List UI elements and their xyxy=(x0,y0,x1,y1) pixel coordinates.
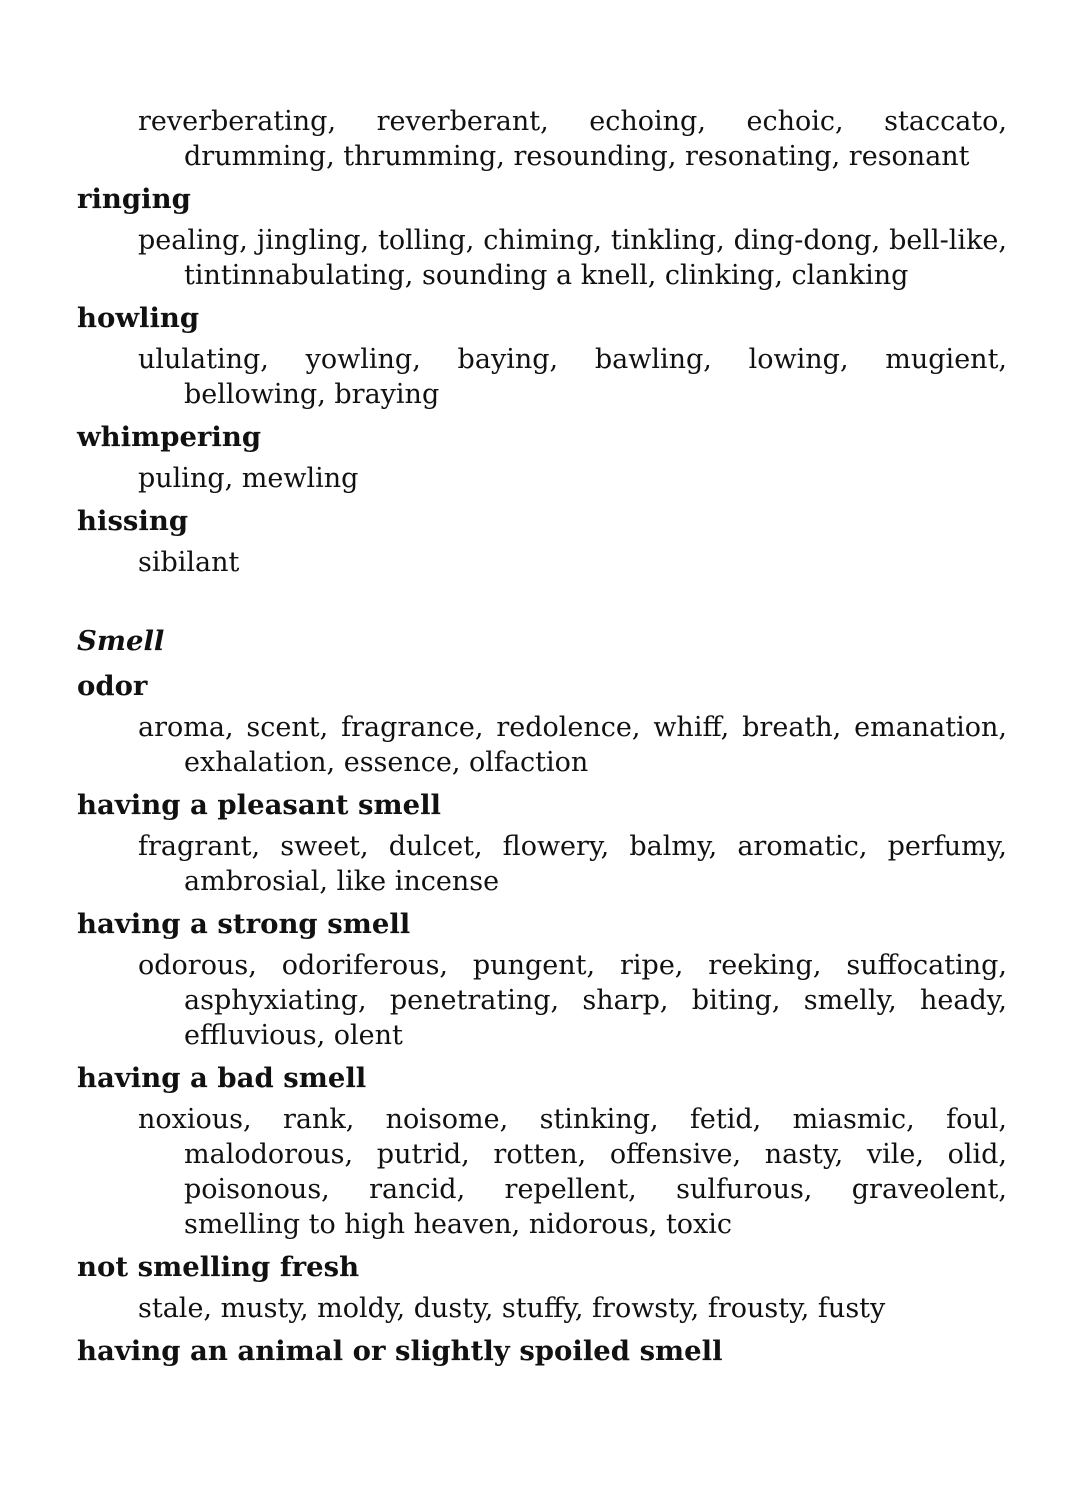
entry-heading-pleasant-smell: having a pleasant smell xyxy=(77,789,441,821)
entry-synonyms-whimpering: puling, mewling xyxy=(138,463,359,494)
entry-synonyms-hissing: sibilant xyxy=(138,547,240,578)
entry-heading-whimpering: whimpering xyxy=(77,421,262,453)
entry-heading-ringing: ringing xyxy=(77,183,191,215)
entry-heading-animal-spoiled-smell: having an animal or slightly spoiled smell xyxy=(77,1335,723,1367)
thesaurus-page xyxy=(77,104,1007,1375)
entry-synonyms-pleasant-smell: fragrant, sweet, dulcet, flowery, balmy, aromatic, perfumy, ambrosial, like incense xyxy=(138,831,1007,897)
section-title-smell: Smell xyxy=(77,625,165,657)
entry-heading-not-fresh: not smelling fresh xyxy=(77,1251,360,1283)
entry-heading-hissing: hissing xyxy=(77,505,189,537)
entry-synonyms-odor: aroma, scent, fragrance, redolence, whiff, breath, emanation, exhalation, essence, olfaction xyxy=(138,712,1007,778)
entry-heading-bad-smell: having a bad smell xyxy=(77,1062,367,1094)
entry-synonyms-bad-smell: noxious, rank, noisome, stinking, fetid, miasmic, foul, malodorous, putrid, rotten, offensive, nasty, vile, olid, poisonous, rancid, repellent, sulfurous, graveolent, smelling to high heaven, nidorous, toxic xyxy=(138,1104,1007,1240)
entry-heading-howling: howling xyxy=(77,302,200,334)
continued-synonyms: reverberating, reverberant, echoing, echoic, staccato, drumming, thrumming, resounding, resonating, resonant xyxy=(138,106,1007,172)
entry-heading-strong-smell: having a strong smell xyxy=(77,908,411,940)
entry-synonyms-not-fresh: stale, musty, moldy, dusty, stuffy, frowsty, frousty, fusty xyxy=(138,1293,886,1324)
entry-heading-odor: odor xyxy=(77,670,148,702)
entry-synonyms-ringing: pealing, jingling, tolling, chiming, tinkling, ding-dong, bell-like, tintinnabulating, sounding a knell, clinking, clanking xyxy=(138,225,1007,291)
entry-synonyms-howling: ululating, yowling, baying, bawling, lowing, mugient, bellowing, braying xyxy=(138,344,1007,410)
entry-synonyms-strong-smell: odorous, odoriferous, pungent, ripe, reeking, suffocating, asphyxiating, penetrating, sharp, biting, smelly, heady, effluvious, olent xyxy=(138,950,1007,1051)
